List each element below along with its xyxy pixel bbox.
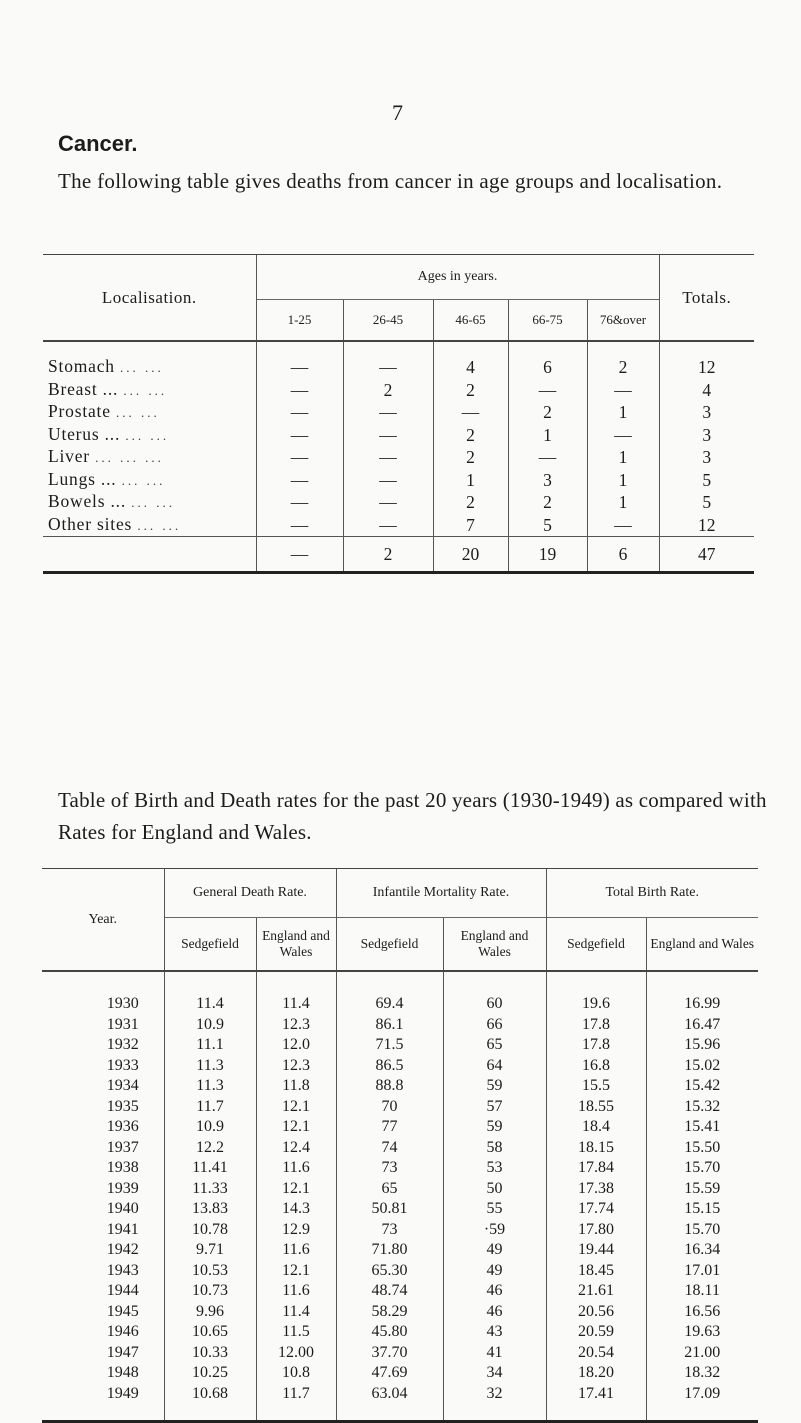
rate-cell: 15.15 bbox=[646, 1199, 758, 1220]
rate-cell: 20.56 bbox=[546, 1302, 646, 1323]
death-count-cell: 1 bbox=[587, 491, 659, 514]
rate-cell: 50.81 bbox=[336, 1199, 443, 1220]
rate-cell: 21.00 bbox=[646, 1343, 758, 1364]
rate-cell: 16.56 bbox=[646, 1302, 758, 1323]
column-total: 19 bbox=[508, 537, 587, 573]
rate-cell: 71.5 bbox=[336, 1035, 443, 1056]
page-number: 7 bbox=[392, 100, 403, 125]
site-name: Other sites bbox=[48, 513, 133, 534]
death-count-cell: 7 bbox=[433, 514, 508, 537]
rate-cell: 15.59 bbox=[646, 1179, 758, 1200]
rate-cell: 17.74 bbox=[546, 1199, 646, 1220]
cancer-totals-row bbox=[43, 537, 754, 573]
row-total-cell: 3 bbox=[659, 424, 754, 447]
rate-cell: 11.1 bbox=[164, 1035, 256, 1056]
rate-cell: 17.84 bbox=[546, 1158, 646, 1179]
year-cell: 1939 bbox=[106, 1179, 139, 1197]
rate-cell: 53 bbox=[443, 1158, 546, 1179]
rate-cell: 20.59 bbox=[546, 1322, 646, 1343]
site-name: Bowels ... bbox=[48, 491, 126, 511]
rate-cell: 77 bbox=[336, 1117, 443, 1138]
leader-dots: ... ... bbox=[125, 427, 170, 443]
rate-cell: 66 bbox=[443, 1015, 546, 1036]
rate-cell: 12.1 bbox=[256, 1117, 336, 1138]
rate-cell: 17.8 bbox=[546, 1035, 646, 1056]
rate-cell: 10.9 bbox=[164, 1117, 256, 1138]
rate-cell: 10.65 bbox=[164, 1322, 256, 1343]
rate-cell: 49 bbox=[443, 1261, 546, 1282]
rate-cell: 47.69 bbox=[336, 1363, 443, 1384]
rate-cell: 9.71 bbox=[164, 1240, 256, 1261]
rate-cell: 18.15 bbox=[546, 1138, 646, 1159]
rate-cell: 10.68 bbox=[164, 1384, 256, 1422]
cancer-table bbox=[43, 254, 754, 574]
rate-cell: 45.80 bbox=[336, 1322, 443, 1343]
rate-cell: 69.4 bbox=[336, 994, 443, 1015]
cancer-row bbox=[43, 401, 754, 424]
rate-cell: 11.4 bbox=[256, 1302, 336, 1323]
rates-row bbox=[42, 1322, 758, 1343]
rate-cell: 57 bbox=[443, 1097, 546, 1118]
rate-cell: 32 bbox=[443, 1384, 546, 1422]
rates-row bbox=[42, 1199, 758, 1220]
rate-cell: 15.96 bbox=[646, 1035, 758, 1056]
rate-cell: 10.8 bbox=[256, 1363, 336, 1384]
death-count-cell: — bbox=[343, 469, 433, 492]
rate-cell: 12.4 bbox=[256, 1138, 336, 1159]
rates-row bbox=[42, 1261, 758, 1282]
rate-cell: 73 bbox=[336, 1158, 443, 1179]
death-count-cell: — bbox=[343, 424, 433, 447]
rates-row bbox=[42, 1015, 758, 1036]
rate-cell: 14.3 bbox=[256, 1199, 336, 1220]
rate-cell: 46 bbox=[443, 1302, 546, 1323]
rate-cell: 19.63 bbox=[646, 1322, 758, 1343]
rate-cell: 12.9 bbox=[256, 1220, 336, 1241]
death-count-cell: — bbox=[256, 491, 343, 514]
rate-cell: 65 bbox=[336, 1179, 443, 1200]
rate-cell: 11.4 bbox=[164, 994, 256, 1015]
column-total: 2 bbox=[343, 537, 433, 573]
rate-cell: 15.41 bbox=[646, 1117, 758, 1138]
death-count-cell: — bbox=[256, 514, 343, 537]
localisation-header: Localisation. bbox=[43, 255, 256, 342]
rates-row bbox=[42, 1281, 758, 1302]
rates-row bbox=[42, 1240, 758, 1261]
site-name: Stomach bbox=[48, 356, 115, 376]
death-count-cell: — bbox=[343, 401, 433, 424]
rate-cell: 18.11 bbox=[646, 1281, 758, 1302]
sub-header: England and Wales bbox=[443, 918, 546, 972]
rate-cell: 12.3 bbox=[256, 1056, 336, 1077]
death-count-cell: 4 bbox=[433, 356, 508, 379]
rate-cell: 12.1 bbox=[256, 1261, 336, 1282]
rate-cell: 11.3 bbox=[164, 1076, 256, 1097]
rate-cell: 17.8 bbox=[546, 1015, 646, 1036]
row-total-cell: 12 bbox=[659, 356, 754, 379]
cancer-row bbox=[43, 491, 754, 514]
death-count-cell: — bbox=[256, 356, 343, 379]
rate-cell: 10.53 bbox=[164, 1261, 256, 1282]
age-group-header: 46-65 bbox=[433, 300, 508, 342]
rate-cell: 16.99 bbox=[646, 994, 758, 1015]
rate-cell: 12.1 bbox=[256, 1179, 336, 1200]
rate-cell: 15.32 bbox=[646, 1097, 758, 1118]
cancer-row bbox=[43, 356, 754, 379]
row-total-cell: 3 bbox=[659, 401, 754, 424]
rate-cell: 17.01 bbox=[646, 1261, 758, 1282]
rate-cell: 65 bbox=[443, 1035, 546, 1056]
death-count-cell: 1 bbox=[433, 469, 508, 492]
leader-dots: ... ... bbox=[121, 472, 166, 488]
rate-cell: 15.70 bbox=[646, 1220, 758, 1241]
rate-cell: ·59 bbox=[443, 1220, 546, 1241]
death-count-cell: — bbox=[343, 514, 433, 537]
death-count-cell: — bbox=[256, 446, 343, 469]
rate-cell: 10.25 bbox=[164, 1363, 256, 1384]
year-cell: 1944 bbox=[106, 1282, 139, 1299]
year-header: Year. bbox=[42, 869, 164, 972]
rates-row bbox=[42, 1220, 758, 1241]
site-name: Prostate bbox=[48, 401, 111, 421]
rates-row bbox=[42, 1035, 758, 1056]
year-cell: 1934 bbox=[106, 1077, 139, 1094]
rate-cell: 49 bbox=[443, 1240, 546, 1261]
death-count-cell: — bbox=[343, 446, 433, 469]
rate-cell: 63.04 bbox=[336, 1384, 443, 1422]
death-count-cell: 1 bbox=[587, 446, 659, 469]
column-total: 20 bbox=[433, 537, 508, 573]
totals-header: Totals. bbox=[659, 255, 754, 342]
rate-cell: 12.1 bbox=[256, 1097, 336, 1118]
cancer-row bbox=[43, 469, 754, 492]
rate-cell: 11.41 bbox=[164, 1158, 256, 1179]
death-count-cell: — bbox=[256, 424, 343, 447]
death-count-cell: 1 bbox=[587, 401, 659, 424]
rate-cell: 21.61 bbox=[546, 1281, 646, 1302]
death-count-cell: 2 bbox=[343, 379, 433, 402]
death-count-cell: — bbox=[587, 379, 659, 402]
rate-cell: 37.70 bbox=[336, 1343, 443, 1364]
row-total-cell: 5 bbox=[659, 469, 754, 492]
year-cell: 1932 bbox=[106, 1036, 139, 1053]
death-count-cell: — bbox=[587, 424, 659, 447]
sub-header: Sedgefield bbox=[546, 918, 646, 972]
rate-cell: 12.00 bbox=[256, 1343, 336, 1364]
site-name: Lungs ... bbox=[48, 468, 117, 489]
death-count-cell: 2 bbox=[508, 491, 587, 514]
rate-cell: 17.80 bbox=[546, 1220, 646, 1241]
rate-cell: 18.55 bbox=[546, 1097, 646, 1118]
rate-cell: 65.30 bbox=[336, 1261, 443, 1282]
rate-cell: 11.8 bbox=[256, 1076, 336, 1097]
age-group-header: 76&over bbox=[587, 300, 659, 342]
site-cell bbox=[43, 356, 256, 379]
year-cell: 1930 bbox=[106, 995, 139, 1012]
death-count-cell: 2 bbox=[587, 356, 659, 379]
year-cell: 1936 bbox=[106, 1118, 139, 1135]
death-count-cell: — bbox=[587, 514, 659, 537]
year-cell: 1949 bbox=[42, 1384, 164, 1422]
death-count-cell: 5 bbox=[508, 514, 587, 537]
death-count-cell: — bbox=[256, 469, 343, 492]
rate-cell: 12.0 bbox=[256, 1035, 336, 1056]
site-name: Liver bbox=[48, 446, 90, 466]
rates-row bbox=[42, 1076, 758, 1097]
year-cell: 1938 bbox=[106, 1159, 139, 1176]
rate-cell: 16.8 bbox=[546, 1056, 646, 1077]
rates-row bbox=[42, 1097, 758, 1118]
rate-cell: 58.29 bbox=[336, 1302, 443, 1323]
rate-cell: 20.54 bbox=[546, 1343, 646, 1364]
rate-cell: 10.78 bbox=[164, 1220, 256, 1241]
rate-cell: 19.44 bbox=[546, 1240, 646, 1261]
leader-dots: ... ... ... bbox=[95, 450, 164, 465]
sub-header: England and Wales bbox=[646, 918, 758, 972]
death-count-cell: — bbox=[256, 379, 343, 402]
leader-dots: ... ... bbox=[137, 517, 182, 533]
rate-cell: 18.20 bbox=[546, 1363, 646, 1384]
section-heading: Cancer. bbox=[58, 131, 138, 156]
death-count-cell: 3 bbox=[508, 469, 587, 492]
general-death-rate-header: General Death Rate. bbox=[164, 869, 336, 918]
rate-cell: 43 bbox=[443, 1322, 546, 1343]
rate-cell: 13.83 bbox=[164, 1199, 256, 1220]
leader-dots: ... ... bbox=[120, 360, 164, 375]
birth-death-rates-table bbox=[42, 868, 758, 1423]
rate-cell: 11.5 bbox=[256, 1322, 336, 1343]
leader-dots: ... ... bbox=[131, 495, 175, 510]
rate-cell: 19.6 bbox=[546, 994, 646, 1015]
death-count-cell: 2 bbox=[433, 491, 508, 514]
rate-cell: 11.4 bbox=[256, 994, 336, 1015]
site-name: Breast ... bbox=[48, 378, 119, 399]
rate-cell: 12.3 bbox=[256, 1015, 336, 1036]
age-group-header: 1-25 bbox=[256, 300, 343, 342]
site-cell bbox=[43, 401, 256, 424]
rate-cell: 11.7 bbox=[256, 1384, 336, 1422]
rate-cell: 46 bbox=[443, 1281, 546, 1302]
row-total-cell: 3 bbox=[659, 446, 754, 469]
year-cell: 1935 bbox=[106, 1097, 139, 1115]
rate-cell: 16.47 bbox=[646, 1015, 758, 1036]
rate-cell: 9.96 bbox=[164, 1302, 256, 1323]
row-total-cell: 4 bbox=[659, 379, 754, 402]
death-count-cell: 6 bbox=[508, 356, 587, 379]
death-count-cell: — bbox=[343, 356, 433, 379]
cancer-row bbox=[43, 514, 754, 537]
rate-cell: 73 bbox=[336, 1220, 443, 1241]
rate-cell: 50 bbox=[443, 1179, 546, 1200]
rate-cell: 86.5 bbox=[336, 1056, 443, 1077]
rate-cell: 55 bbox=[443, 1199, 546, 1220]
rate-cell: 58 bbox=[443, 1138, 546, 1159]
rate-cell: 10.9 bbox=[164, 1015, 256, 1036]
rate-cell: 10.73 bbox=[164, 1281, 256, 1302]
rates-row bbox=[42, 1343, 758, 1364]
rates-row bbox=[42, 1179, 758, 1200]
year-cell: 1942 bbox=[106, 1241, 139, 1258]
death-count-cell: 2 bbox=[508, 401, 587, 424]
rate-cell: 11.6 bbox=[256, 1281, 336, 1302]
rate-cell: 60 bbox=[443, 994, 546, 1015]
cancer-row bbox=[43, 379, 754, 402]
rates-intro-text: Table of Birth and Death rates for the past 20 years (1930-1949) as compared with Rates for England and Wales. bbox=[58, 788, 767, 844]
year-cell: 1945 bbox=[106, 1302, 139, 1320]
death-count-cell: — bbox=[433, 401, 508, 424]
rate-cell: 74 bbox=[336, 1138, 443, 1159]
death-count-cell: — bbox=[343, 491, 433, 514]
year-cell: 1948 bbox=[106, 1364, 139, 1381]
rate-cell: 15.5 bbox=[546, 1076, 646, 1097]
death-count-cell: 2 bbox=[433, 379, 508, 402]
site-cell bbox=[43, 379, 256, 402]
death-count-cell: 2 bbox=[433, 446, 508, 469]
site-cell bbox=[43, 446, 256, 469]
rate-cell: 11.6 bbox=[256, 1240, 336, 1261]
rate-cell: 34 bbox=[443, 1363, 546, 1384]
rates-row bbox=[42, 1384, 758, 1422]
year-cell: 1947 bbox=[106, 1343, 139, 1361]
age-group-header: 66-75 bbox=[508, 300, 587, 342]
rate-cell: 15.42 bbox=[646, 1076, 758, 1097]
infantile-mortality-rate-header: Infantile Mortality Rate. bbox=[336, 869, 546, 918]
cancer-row bbox=[43, 424, 754, 447]
rate-cell: 41 bbox=[443, 1343, 546, 1364]
rate-cell: 59 bbox=[443, 1117, 546, 1138]
leader-dots: ... ... bbox=[115, 405, 160, 420]
rate-cell: 16.34 bbox=[646, 1240, 758, 1261]
rates-row bbox=[42, 1158, 758, 1179]
sub-header: Sedgefield bbox=[336, 918, 443, 972]
sub-header: England and Wales bbox=[256, 918, 336, 972]
cancer-intro-text: The following table gives deaths from cancer in age groups and localisation. bbox=[58, 169, 723, 193]
rates-row bbox=[42, 994, 758, 1015]
age-group-header: 26-45 bbox=[343, 300, 433, 342]
leader-dots: ... ... bbox=[123, 382, 168, 398]
rate-cell: 70 bbox=[336, 1097, 443, 1118]
site-name: Uterus ... bbox=[48, 423, 121, 444]
rate-cell: 17.41 bbox=[546, 1384, 646, 1422]
row-total-cell: 5 bbox=[659, 491, 754, 514]
site-cell bbox=[43, 514, 256, 537]
rates-row bbox=[42, 1363, 758, 1384]
rate-cell: 11.6 bbox=[256, 1158, 336, 1179]
rates-row bbox=[42, 1302, 758, 1323]
rate-cell: 18.4 bbox=[546, 1117, 646, 1138]
site-cell bbox=[43, 491, 256, 514]
year-cell: 1940 bbox=[106, 1200, 139, 1217]
year-cell: 1937 bbox=[106, 1138, 139, 1156]
site-cell bbox=[43, 469, 256, 492]
cancer-row bbox=[43, 446, 754, 469]
rate-cell: 11.7 bbox=[164, 1097, 256, 1118]
column-total: 6 bbox=[587, 537, 659, 573]
rate-cell: 15.50 bbox=[646, 1138, 758, 1159]
rate-cell: 11.33 bbox=[164, 1179, 256, 1200]
year-cell: 1941 bbox=[106, 1220, 139, 1238]
rate-cell: 10.33 bbox=[164, 1343, 256, 1364]
rate-cell: 64 bbox=[443, 1056, 546, 1077]
rate-cell: 18.32 bbox=[646, 1363, 758, 1384]
rate-cell: 11.3 bbox=[164, 1056, 256, 1077]
rate-cell: 17.38 bbox=[546, 1179, 646, 1200]
death-count-cell: — bbox=[256, 401, 343, 424]
rate-cell: 12.2 bbox=[164, 1138, 256, 1159]
rate-cell: 15.70 bbox=[646, 1158, 758, 1179]
death-count-cell: 1 bbox=[587, 469, 659, 492]
rate-cell: 86.1 bbox=[336, 1015, 443, 1036]
rate-cell: 15.02 bbox=[646, 1056, 758, 1077]
death-count-cell: — bbox=[508, 446, 587, 469]
death-count-cell: 1 bbox=[508, 424, 587, 447]
year-cell: 1931 bbox=[106, 1015, 139, 1033]
rates-row bbox=[42, 1117, 758, 1138]
year-cell: 1943 bbox=[106, 1261, 139, 1279]
year-cell: 1946 bbox=[106, 1323, 139, 1340]
rate-cell: 88.8 bbox=[336, 1076, 443, 1097]
year-cell: 1933 bbox=[106, 1056, 139, 1074]
grand-total: 47 bbox=[659, 537, 754, 573]
rate-cell: 48.74 bbox=[336, 1281, 443, 1302]
rate-cell: 17.09 bbox=[646, 1384, 758, 1422]
death-count-cell: — bbox=[508, 379, 587, 402]
rate-cell: 59 bbox=[443, 1076, 546, 1097]
death-count-cell: 2 bbox=[433, 424, 508, 447]
row-total-cell: 12 bbox=[659, 514, 754, 537]
rates-row bbox=[42, 1138, 758, 1159]
rate-cell: 71.80 bbox=[336, 1240, 443, 1261]
site-cell bbox=[43, 424, 256, 447]
column-total: — bbox=[256, 537, 343, 573]
total-birth-rate-header: Total Birth Rate. bbox=[546, 869, 758, 918]
rates-row bbox=[42, 1056, 758, 1077]
ages-header: Ages in years. bbox=[256, 255, 659, 300]
sub-header: Sedgefield bbox=[164, 918, 256, 972]
rate-cell: 18.45 bbox=[546, 1261, 646, 1282]
